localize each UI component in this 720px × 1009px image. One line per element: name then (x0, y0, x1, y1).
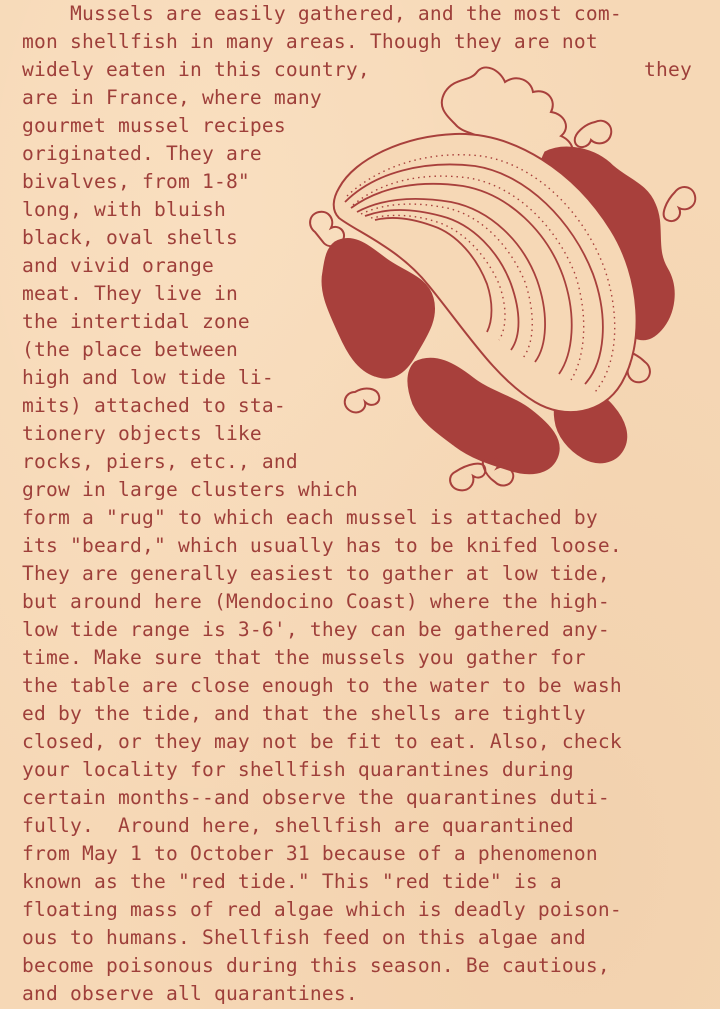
text-line-28: your locality for shellfish quarantines during (22, 758, 574, 781)
text-line-24: time. Make sure that the mussels you gather for (22, 646, 586, 669)
text-line-25: the table are close enough to the water to be wash (22, 674, 622, 697)
text-line-16: tionery objects like (22, 422, 262, 445)
text-line-10: and vivid orange (22, 254, 214, 277)
text-line-6: originated. They are (22, 142, 262, 165)
text-line-14: high and low tide li- (22, 366, 274, 389)
text-line-36: and observe all quarantines. (22, 982, 358, 1005)
text-line-12: the intertidal zone (22, 310, 250, 333)
text-line-32: known as the "red tide." This "red tide" is a (22, 870, 562, 893)
text-line-21: They are generally easiest to gather at low tide, (22, 562, 610, 585)
text-line-11: meat. They live in (22, 282, 238, 305)
text-line-13: (the place between (22, 338, 238, 361)
seaweed-frond-3 (450, 464, 485, 491)
text-line-7: bivalves, from 1-8" (22, 170, 250, 193)
text-line-23: low tide range is 3-6', they can be gathered any- (22, 618, 610, 641)
text-line-33: floating mass of red algae which is deadly poison- (22, 898, 622, 921)
text-line-27: closed, or they may not be fit to eat. Also, check (22, 730, 622, 753)
seaweed-frond-5 (664, 187, 696, 221)
text-line-19: form a "rug" to which each mussel is attached by (22, 506, 598, 529)
text-line-30: fully. Around here, shellfish are quarantined (22, 814, 574, 837)
text-line-22: but around here (Mendocino Coast) where the high- (22, 590, 610, 613)
text-line-8: long, with bluish (22, 198, 226, 221)
text-line-9: black, oval shells (22, 226, 238, 249)
text-line-3b: they (644, 58, 692, 81)
text-line-35: become poisonous during this season. Be cautious, (22, 954, 610, 977)
text-line-17: rocks, piers, etc., and (22, 450, 298, 473)
seaweed-frond-2 (345, 389, 380, 413)
seaweed-frond-7 (575, 121, 611, 147)
text-line-4: are in France, where many (22, 86, 322, 109)
text-line-26: ed by the tide, and that the shells are tightly (22, 702, 586, 725)
text-line-31: from May 1 to October 31 because of a phenomenon (22, 842, 598, 865)
text-line-15: mits) attached to sta- (22, 394, 286, 417)
mussel-seaweed-illustration (295, 62, 705, 502)
text-line-1: Mussels are easily gathered, and the most com- (22, 2, 622, 25)
text-line-20: its "beard," which usually has to be knifed loose. (22, 534, 622, 557)
text-line-3: widely eaten in this country, (22, 58, 370, 81)
text-line-5: gourmet mussel recipes (22, 114, 286, 137)
text-line-2: mon shellfish in many areas. Though they are not (22, 30, 598, 53)
text-line-29: certain months--and observe the quarantines duti- (22, 786, 610, 809)
text-line-18: grow in large clusters which (22, 478, 358, 501)
text-line-34: ous to humans. Shellfish feed on this algae and (22, 926, 586, 949)
